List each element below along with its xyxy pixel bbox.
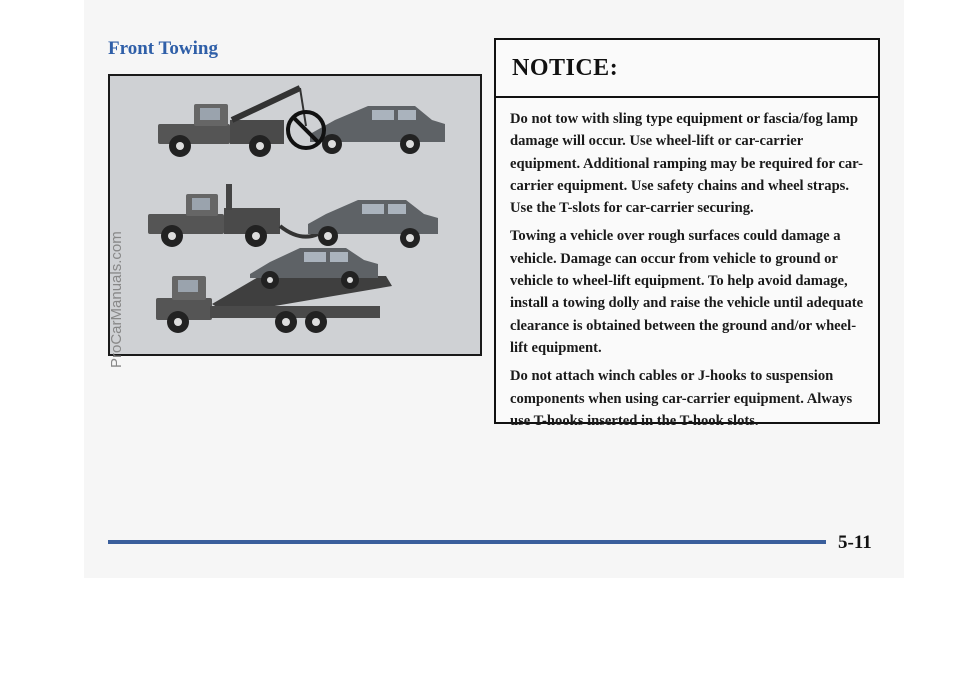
notice-box <box>494 38 880 429</box>
notice-paragraph: Towing a vehicle over rough surfaces could damage a vehicle. Damage can occur from vehicle to ground or vehicle to wheel-lift equipment. To help avoid damage, install a towing dolly and raise the vehicle until adequate clearance is obtained between the ground and/or wheel-lift equipment. <box>510 228 864 356</box>
notice-paragraph: Do not tow with sling type equipment or fascia/fog lamp damage will occur. Use wheel-lift or car-carrier equipment. Additional ramping may be required for car-carrier equipment. Use safety chains and wheel straps. Use the T-slots for car-carrier securing. <box>510 111 863 217</box>
notice-body <box>496 98 878 432</box>
notice-paragraph: Do not attach winch cables or J-hooks to suspension components when using car-carrier equipment. Always use T-hooks inserted in the T-hook slots. <box>510 368 853 429</box>
page-number: 5-11 <box>838 532 872 553</box>
watermark-text: ProCarManuals.com <box>108 231 125 368</box>
notice-header <box>496 40 878 98</box>
notice-title: NOTICE: <box>512 54 619 81</box>
footer-rule <box>108 540 826 544</box>
towing-illustration <box>108 74 482 356</box>
section-heading: Front Towing <box>108 38 218 59</box>
